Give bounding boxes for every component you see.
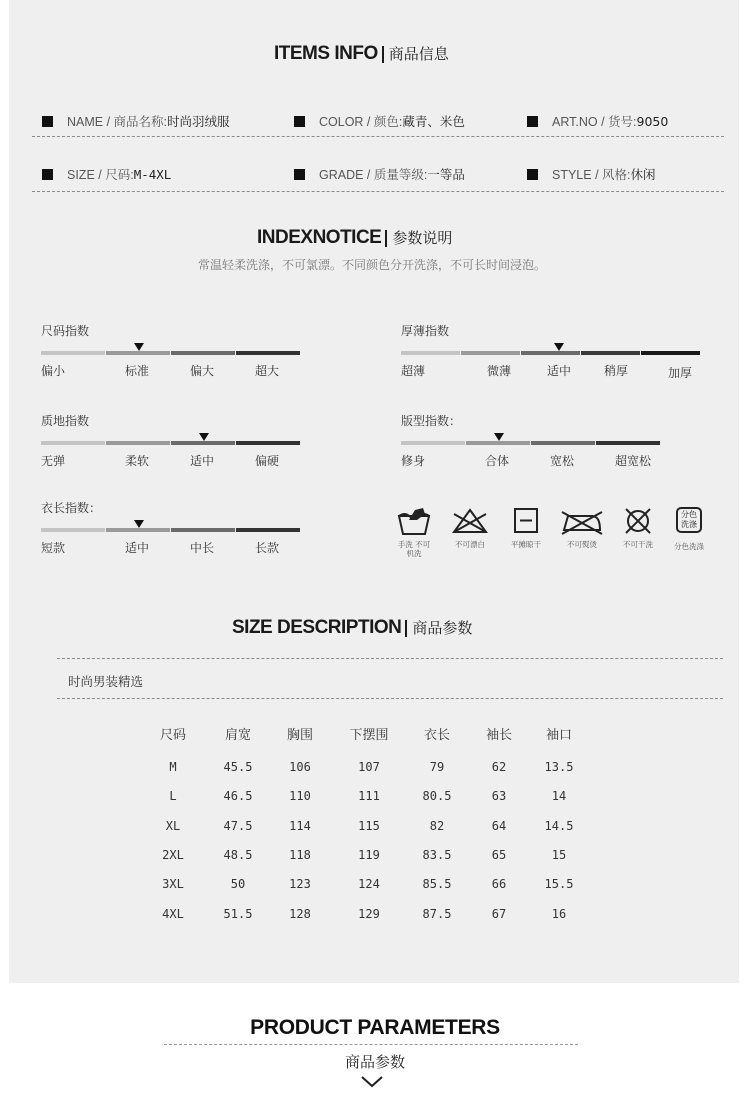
table-cell: 51.5 [223, 907, 253, 921]
scale-segment [41, 351, 105, 355]
table-cell: 64 [491, 819, 507, 833]
no-bleach-icon [450, 506, 490, 536]
index-notice-title-en: INDEXNOTICE [257, 227, 382, 248]
info-label: STYLE / 风格: [552, 168, 631, 182]
care-caption: 手洗 不可机洗 [397, 540, 431, 558]
care-no-bleach [438, 506, 502, 549]
index-option-label: 适中 [125, 541, 150, 555]
bullet-square [42, 116, 53, 127]
table-cell: 3XL [162, 877, 184, 891]
scale-segment [401, 441, 465, 445]
care-wash-separately [657, 506, 721, 551]
info-value: 藏青、米色 [402, 114, 465, 129]
info-value: 时尚羽绒服 [167, 114, 230, 129]
index-option-label: 偏硬 [255, 454, 280, 468]
divider-line [32, 191, 724, 192]
items-info-heading [274, 43, 449, 65]
table-cell: 80.5 [422, 789, 452, 803]
table-cell: 118 [289, 848, 311, 862]
items-info-title-cn: 商品信息 [388, 45, 449, 63]
table-cell: 16 [551, 907, 567, 921]
info-label: SIZE / 尺码: [67, 168, 134, 182]
items-info-title-en: ITEMS INFO [274, 43, 378, 64]
size-description-title-en: SIZE DESCRIPTION [232, 617, 402, 638]
info-label: GRADE / 质量等级: [319, 168, 428, 182]
index-title: 版型指数： [401, 414, 462, 428]
product-parameters-title: PRODUCT PARAMETERS [250, 1016, 500, 1039]
no-dry-clean-icon [621, 506, 655, 536]
care-note: 常温轻柔洗涤，不可氯漂。不同颜色分开洗涤，不可长时间浸泡。 [198, 258, 547, 272]
index-title: 衣长指数： [41, 501, 102, 515]
index-scale-bar [41, 351, 300, 356]
care-dry-flat [494, 506, 558, 549]
index-marker [199, 433, 209, 441]
index-option-label: 修身 [401, 454, 426, 468]
table-cell: 14.5 [544, 819, 574, 833]
table-cell: 2XL [162, 848, 184, 862]
table-cell: XL [165, 819, 181, 833]
table-cell: 63 [491, 789, 507, 803]
table-header-cell: 袖长 [485, 728, 512, 743]
index-option-label: 合体 [485, 454, 510, 468]
size-description-title-cn: 商品参数 [412, 619, 473, 637]
index-option-label: 中长 [190, 541, 215, 555]
index-title: 质地指数 [41, 414, 90, 428]
table-header-cell: 衣长 [423, 728, 450, 743]
dry-flat-icon [511, 506, 541, 536]
icon-text: 洗涤 [681, 520, 697, 529]
info-label: ART.NO / 货号: [552, 115, 637, 129]
index-option-label: 加厚 [668, 366, 693, 380]
table-cell: 87.5 [422, 907, 452, 921]
table-cell: 15.5 [544, 877, 574, 891]
icon-text: 分色 [681, 510, 697, 519]
table-cell: 106 [289, 760, 311, 774]
scale-segment [401, 351, 460, 355]
scale-segment [106, 441, 170, 445]
info-style [527, 165, 656, 183]
scale-segment [106, 351, 170, 355]
table-cell: 67 [491, 907, 507, 921]
bullet-square [294, 116, 305, 127]
table-cell: 83.5 [422, 848, 452, 862]
table-cell: 46.5 [223, 789, 253, 803]
no-iron-icon [558, 506, 606, 536]
index-option-label: 超大 [255, 364, 280, 378]
info-value: 一等品 [427, 167, 465, 182]
table-header-cell: 袖口 [545, 728, 572, 743]
index-option-label: 偏大 [190, 364, 215, 378]
scale-segment [41, 528, 105, 532]
index-title: 尺码指数 [41, 324, 90, 338]
product-parameters-subtitle: 商品参数 [344, 1053, 405, 1071]
wash-separately-icon [676, 507, 702, 533]
scale-segment [236, 441, 300, 445]
scale-segment [236, 351, 300, 355]
hand-wash-icon [397, 506, 431, 536]
info-art-no [527, 112, 668, 130]
bullet-square [42, 169, 53, 180]
index-option-label: 短款 [41, 541, 66, 555]
size-subtitle: 时尚男装精选 [68, 674, 144, 689]
index-option-label: 长款 [255, 541, 280, 555]
table-cell: 47.5 [223, 819, 253, 833]
index-scale-bar [41, 441, 300, 446]
divider-line [57, 698, 723, 699]
scale-segment [41, 441, 105, 445]
chevron-down-icon [360, 1075, 384, 1089]
scale-segment [461, 351, 520, 355]
table-cell: 85.5 [422, 877, 452, 891]
index-option-label: 适中 [547, 364, 572, 378]
table-cell: 4XL [162, 907, 184, 921]
heading-divider [382, 46, 384, 63]
bullet-square [527, 169, 538, 180]
table-cell: 124 [358, 877, 380, 891]
table-header-cell: 胸围 [286, 728, 313, 743]
info-value: M-4XL [133, 166, 172, 182]
index-marker [494, 433, 504, 441]
table-cell: 82 [429, 819, 445, 833]
scale-segment [106, 528, 170, 532]
table-header-cell: 尺码 [159, 728, 186, 743]
divider-line [57, 658, 723, 659]
heading-divider [385, 230, 387, 247]
info-panel [9, 0, 739, 983]
info-grade [294, 165, 465, 183]
table-cell: 48.5 [223, 848, 253, 862]
table-cell: 119 [358, 848, 380, 862]
index-marker [134, 343, 144, 351]
scale-segment [171, 528, 235, 532]
scale-segment [581, 351, 640, 355]
index-option-label: 偏小 [41, 364, 66, 378]
divider-line [32, 136, 724, 137]
index-option-label: 标准 [125, 364, 150, 378]
scale-segment [171, 351, 235, 355]
index-option-label: 微薄 [487, 364, 512, 378]
table-cell: L [169, 789, 177, 803]
care-caption: 不可干洗 [623, 540, 653, 549]
table-cell: 107 [358, 760, 380, 774]
info-size [42, 165, 171, 183]
index-option-label: 稍厚 [604, 364, 629, 378]
index-scale-bar [401, 441, 660, 446]
table-cell: 110 [289, 789, 311, 803]
table-cell: 13.5 [544, 760, 574, 774]
index-option-label: 超薄 [401, 364, 426, 378]
index-scale-bar [41, 528, 300, 533]
info-label: NAME / 商品名称: [67, 115, 168, 129]
table-cell: 66 [491, 877, 507, 891]
bullet-square [294, 169, 305, 180]
care-caption: 平摊晾干 [511, 540, 541, 549]
index-marker [554, 343, 564, 351]
table-cell: 114 [289, 819, 311, 833]
index-option-label: 适中 [190, 454, 215, 468]
index-notice-heading [257, 227, 452, 249]
scale-segment [596, 441, 660, 445]
scale-segment [236, 528, 300, 532]
size-description-heading [232, 617, 472, 639]
table-cell: 65 [491, 848, 507, 862]
index-title: 厚薄指数 [401, 324, 450, 338]
scale-segment [466, 441, 530, 445]
care-caption: 不可漂白 [455, 540, 485, 549]
index-option-label: 无弹 [41, 454, 66, 468]
scale-segment [531, 441, 595, 445]
index-marker [134, 520, 144, 528]
table-cell: 128 [289, 907, 311, 921]
heading-divider [405, 620, 407, 637]
table-cell: 62 [491, 760, 507, 774]
table-cell: M [169, 760, 177, 774]
table-cell: 14 [551, 789, 567, 803]
index-notice-title-cn: 参数说明 [392, 229, 453, 247]
scale-segment [641, 351, 700, 355]
table-cell: 111 [358, 789, 380, 803]
info-value: 9050 [636, 113, 669, 129]
table-cell: 50 [230, 877, 246, 891]
info-name [42, 112, 230, 130]
table-header-cell: 下摆围 [349, 728, 389, 743]
care-hand-wash [382, 506, 446, 558]
table-cell: 123 [289, 877, 311, 891]
index-scale-bar [401, 351, 700, 356]
table-cell: 15 [551, 848, 567, 862]
table-cell: 115 [358, 819, 380, 833]
info-color [294, 112, 465, 130]
divider-line [164, 1044, 578, 1045]
care-caption: 分色洗涤 [674, 542, 704, 551]
bullet-square [527, 116, 538, 127]
info-value: 休闲 [630, 167, 656, 182]
scale-segment [521, 351, 580, 355]
scale-segment [171, 441, 235, 445]
index-option-label: 超宽松 [615, 454, 652, 468]
index-option-label: 柔软 [125, 454, 150, 468]
care-caption: 不可熨烫 [567, 540, 597, 549]
care-no-iron [550, 506, 614, 549]
table-cell: 45.5 [223, 760, 253, 774]
table-header-cell: 肩宽 [224, 728, 251, 743]
info-label: COLOR / 颜色: [319, 115, 403, 129]
table-cell: 79 [429, 760, 445, 774]
table-cell: 129 [358, 907, 380, 921]
index-option-label: 宽松 [550, 454, 575, 468]
